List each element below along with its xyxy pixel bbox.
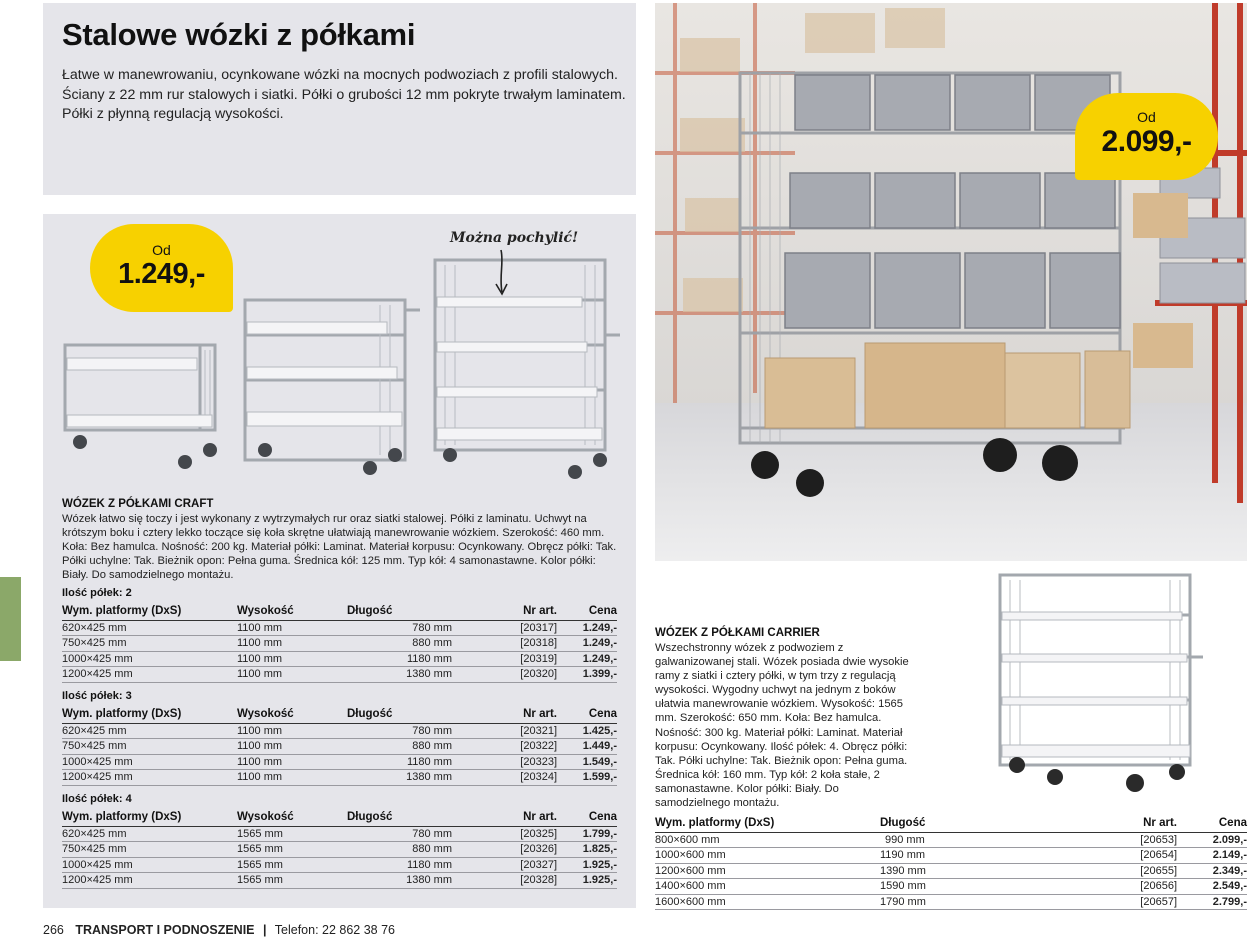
cell-platform: 620×425 mm [62, 723, 237, 739]
cell-length: 780 mm [347, 723, 457, 739]
cell-price: 1.599,- [557, 770, 617, 786]
craft-table-2-shelves [62, 603, 617, 683]
cell-art-no: [20327] [457, 857, 557, 873]
cell-height: 1565 mm [237, 842, 347, 858]
table-row [62, 636, 617, 652]
header-price: Cena [557, 706, 617, 723]
header-art-no: Nr art. [457, 706, 557, 723]
cell-art-no: [20323] [457, 754, 557, 770]
header-art-no: Nr art. [457, 809, 557, 826]
cell-price: 1.549,- [557, 754, 617, 770]
table-row [62, 754, 617, 770]
cell-art-no: [20321] [457, 723, 557, 739]
table-row [655, 894, 1247, 910]
carrier-warehouse-photo [655, 3, 1247, 561]
header-length: Długość [347, 809, 457, 826]
cell-platform: 620×425 mm [62, 620, 237, 636]
table-row [655, 863, 1247, 879]
cell-platform: 1200×425 mm [62, 667, 237, 683]
cell-platform: 1200×600 mm [655, 863, 880, 879]
cell-price: 1.925,- [557, 873, 617, 889]
cell-art-no: [20325] [457, 826, 557, 842]
cell-price: 1.249,- [557, 636, 617, 652]
cell-length: 1180 mm [347, 754, 457, 770]
cell-length: 990 mm [880, 832, 1050, 848]
cell-length: 1380 mm [347, 873, 457, 889]
table-row [62, 842, 617, 858]
cell-length: 1180 mm [347, 857, 457, 873]
cell-price: 1.799,- [557, 826, 617, 842]
cell-platform: 1000×425 mm [62, 754, 237, 770]
cell-art-no: [20653] [1050, 832, 1177, 848]
cell-height: 1100 mm [237, 667, 347, 683]
cell-art-no: [20317] [457, 620, 557, 636]
cell-platform: 750×425 mm [62, 842, 237, 858]
header-height: Wysokość [237, 809, 347, 826]
cell-art-no: [20328] [457, 873, 557, 889]
table-row [62, 651, 617, 667]
cell-price: 1.925,- [557, 857, 617, 873]
cell-length: 1190 mm [880, 848, 1050, 864]
cell-art-no: [20655] [1050, 863, 1177, 879]
table-row [655, 848, 1247, 864]
cell-platform: 750×425 mm [62, 636, 237, 652]
header-platform: Wym. platformy (DxS) [62, 809, 237, 826]
craft-title: WÓZEK Z PÓŁKAMI CRAFT [62, 498, 214, 510]
cell-height: 1100 mm [237, 723, 347, 739]
cell-platform: 1600×600 mm [655, 894, 880, 910]
cell-price: 1.449,- [557, 739, 617, 755]
carrier-description: Wszechstronny wózek z podwoziem z galwanizowanej stali. Wózek posiada dwie wysokie ramy z siatki i cztery półki, w tym trzy z regulacją wysokości. Wygodny uchwyt na jednym z boków ułatwia manewrowanie wózkiem. Wysokość: 1565 mm. Szerokość: 650 mm. Koła: Bez hamulca. Nośność: 300 kg. Materiał półki: Laminat. Materiał korpusu: Ocynkowany. Ilość półek: 4. Obręcz półki: Tak. Półki uchylne: Tak. Bieżnik opon: Pełna guma. Średnica kół: 160 mm. Typ kół: 2 koła stałe, 2 samonastawne. Kolor półki: Biały. Do samodzielnego montażu. [655, 642, 909, 810]
price-from-label: Od [152, 242, 171, 258]
cell-price: 1.425,- [557, 723, 617, 739]
cell-length: 880 mm [347, 739, 457, 755]
header-price: Cena [557, 809, 617, 826]
shelf-count-label: Ilość półek: 3 [62, 690, 132, 702]
cell-length: 1380 mm [347, 667, 457, 683]
cell-platform: 800×600 mm [655, 832, 880, 848]
table-header-row [62, 603, 617, 620]
cell-art-no: [20319] [457, 651, 557, 667]
cell-length: 1790 mm [880, 894, 1050, 910]
carrier-table [655, 815, 1247, 910]
header-height: Wysokość [237, 706, 347, 723]
header-platform: Wym. platformy (DxS) [655, 815, 880, 832]
header-height: Wysokość [237, 603, 347, 620]
cell-height: 1565 mm [237, 857, 347, 873]
cell-height: 1100 mm [237, 739, 347, 755]
page-footer [43, 923, 395, 937]
cell-length: 1180 mm [347, 651, 457, 667]
cell-platform: 1400×600 mm [655, 879, 880, 895]
table-row [62, 667, 617, 683]
header-price: Cena [1177, 815, 1247, 832]
table-row [62, 620, 617, 636]
section-tab-marker [0, 577, 21, 661]
cell-platform: 1000×600 mm [655, 848, 880, 864]
footer-category: TRANSPORT I PODNOSZENIE [75, 923, 255, 937]
price-amount: 2.099,- [1101, 125, 1192, 158]
cell-art-no: [20318] [457, 636, 557, 652]
cell-height: 1100 mm [237, 620, 347, 636]
table-row [62, 873, 617, 889]
table-header-row [655, 815, 1247, 832]
craft-description: Wózek łatwo się toczy i jest wykonany z wytrzymałych rur oraz siatki stalowej. Półki z laminatu. Uchwyt na krótszym boku i cztery lekko toczące się koła skrętne ułatwiają manewrowanie wózkiem. Szerokość: 460 mm. Koła: Bez hamulca. Nośność: 200 kg. Materiał półki: Laminat. Materiał korpusu: Ocynkowany. Obręcz półki: Tak. Półki uchylne: Tak. Bieżnik opon: Pełna guma. Średnica kół: 125 mm. Typ kół: 4 samonastawne. Kolor półki: Biały. Do samodzielnego montażu. [62, 513, 617, 582]
cell-platform: 1200×425 mm [62, 770, 237, 786]
carrier-title: WÓZEK Z PÓŁKAMI CARRIER [655, 627, 820, 639]
cell-length: 1390 mm [880, 863, 1050, 879]
table-header-row [62, 706, 617, 723]
table-row [62, 857, 617, 873]
price-amount: 1.249,- [118, 258, 205, 290]
cell-price: 1.399,- [557, 667, 617, 683]
header-art-no: Nr art. [1050, 815, 1177, 832]
cell-platform: 1000×425 mm [62, 651, 237, 667]
cell-art-no: [20657] [1050, 894, 1177, 910]
craft-table-4-shelves [62, 809, 617, 889]
craft-price-bubble [90, 224, 233, 312]
cell-height: 1565 mm [237, 826, 347, 842]
cell-price: 2.549,- [1177, 879, 1247, 895]
cell-length: 880 mm [347, 636, 457, 652]
cell-art-no: [20654] [1050, 848, 1177, 864]
cell-length: 1590 mm [880, 879, 1050, 895]
cell-length: 780 mm [347, 620, 457, 636]
cell-height: 1100 mm [237, 636, 347, 652]
table-row [62, 739, 617, 755]
table-row [655, 832, 1247, 848]
cell-height: 1565 mm [237, 873, 347, 889]
cell-height: 1100 mm [237, 651, 347, 667]
shelf-count-label: Ilość półek: 2 [62, 587, 132, 599]
table-row [62, 770, 617, 786]
cell-length: 780 mm [347, 826, 457, 842]
cell-price: 2.149,- [1177, 848, 1247, 864]
cell-price: 2.799,- [1177, 894, 1247, 910]
cell-art-no: [20656] [1050, 879, 1177, 895]
header-length: Długość [880, 815, 1050, 832]
table-row [655, 879, 1247, 895]
cell-price: 2.349,- [1177, 863, 1247, 879]
cell-price: 1.249,- [557, 620, 617, 636]
cell-platform: 1200×425 mm [62, 873, 237, 889]
footer-phone: Telefon: 22 862 38 76 [274, 923, 396, 937]
footer-separator: | [263, 923, 267, 937]
cell-height: 1100 mm [237, 770, 347, 786]
cell-platform: 620×425 mm [62, 826, 237, 842]
header-length: Długość [347, 603, 457, 620]
price-from-label: Od [1137, 109, 1156, 125]
cell-art-no: [20322] [457, 739, 557, 755]
cell-art-no: [20326] [457, 842, 557, 858]
header-price: Cena [557, 603, 617, 620]
shelf-count-label: Ilość półek: 4 [62, 793, 132, 805]
cell-price: 2.099,- [1177, 832, 1247, 848]
table-row [62, 826, 617, 842]
cell-price: 1.825,- [557, 842, 617, 858]
cell-length: 880 mm [347, 842, 457, 858]
header-length: Długość [347, 706, 457, 723]
carrier-trolley-photo [985, 565, 1205, 800]
header-platform: Wym. platformy (DxS) [62, 603, 237, 620]
page-intro: Łatwe w manewrowaniu, ocynkowane wózki na mocnych podwoziach z profili stalowych. Ściany z 22 mm rur stalowych i siatki. Półki o grubości 12 mm pokryte trwałym laminatem. Półki z płynną regulacją wysokości. [62, 67, 626, 122]
cell-art-no: [20320] [457, 667, 557, 683]
cell-height: 1100 mm [237, 754, 347, 770]
down-arrow-icon [492, 248, 512, 298]
cell-length: 1380 mm [347, 770, 457, 786]
cell-art-no: [20324] [457, 770, 557, 786]
page-number: 266 [43, 923, 64, 937]
header-art-no: Nr art. [457, 603, 557, 620]
craft-table-3-shelves [62, 706, 617, 786]
carrier-price-bubble [1075, 93, 1218, 180]
cell-price: 1.249,- [557, 651, 617, 667]
table-row [62, 723, 617, 739]
header-platform: Wym. platformy (DxS) [62, 706, 237, 723]
page-title: Stalowe wózki z półkami [62, 17, 416, 52]
cell-platform: 750×425 mm [62, 739, 237, 755]
table-header-row [62, 809, 617, 826]
cell-platform: 1000×425 mm [62, 857, 237, 873]
tilt-note: Można pochylić! [450, 230, 579, 246]
